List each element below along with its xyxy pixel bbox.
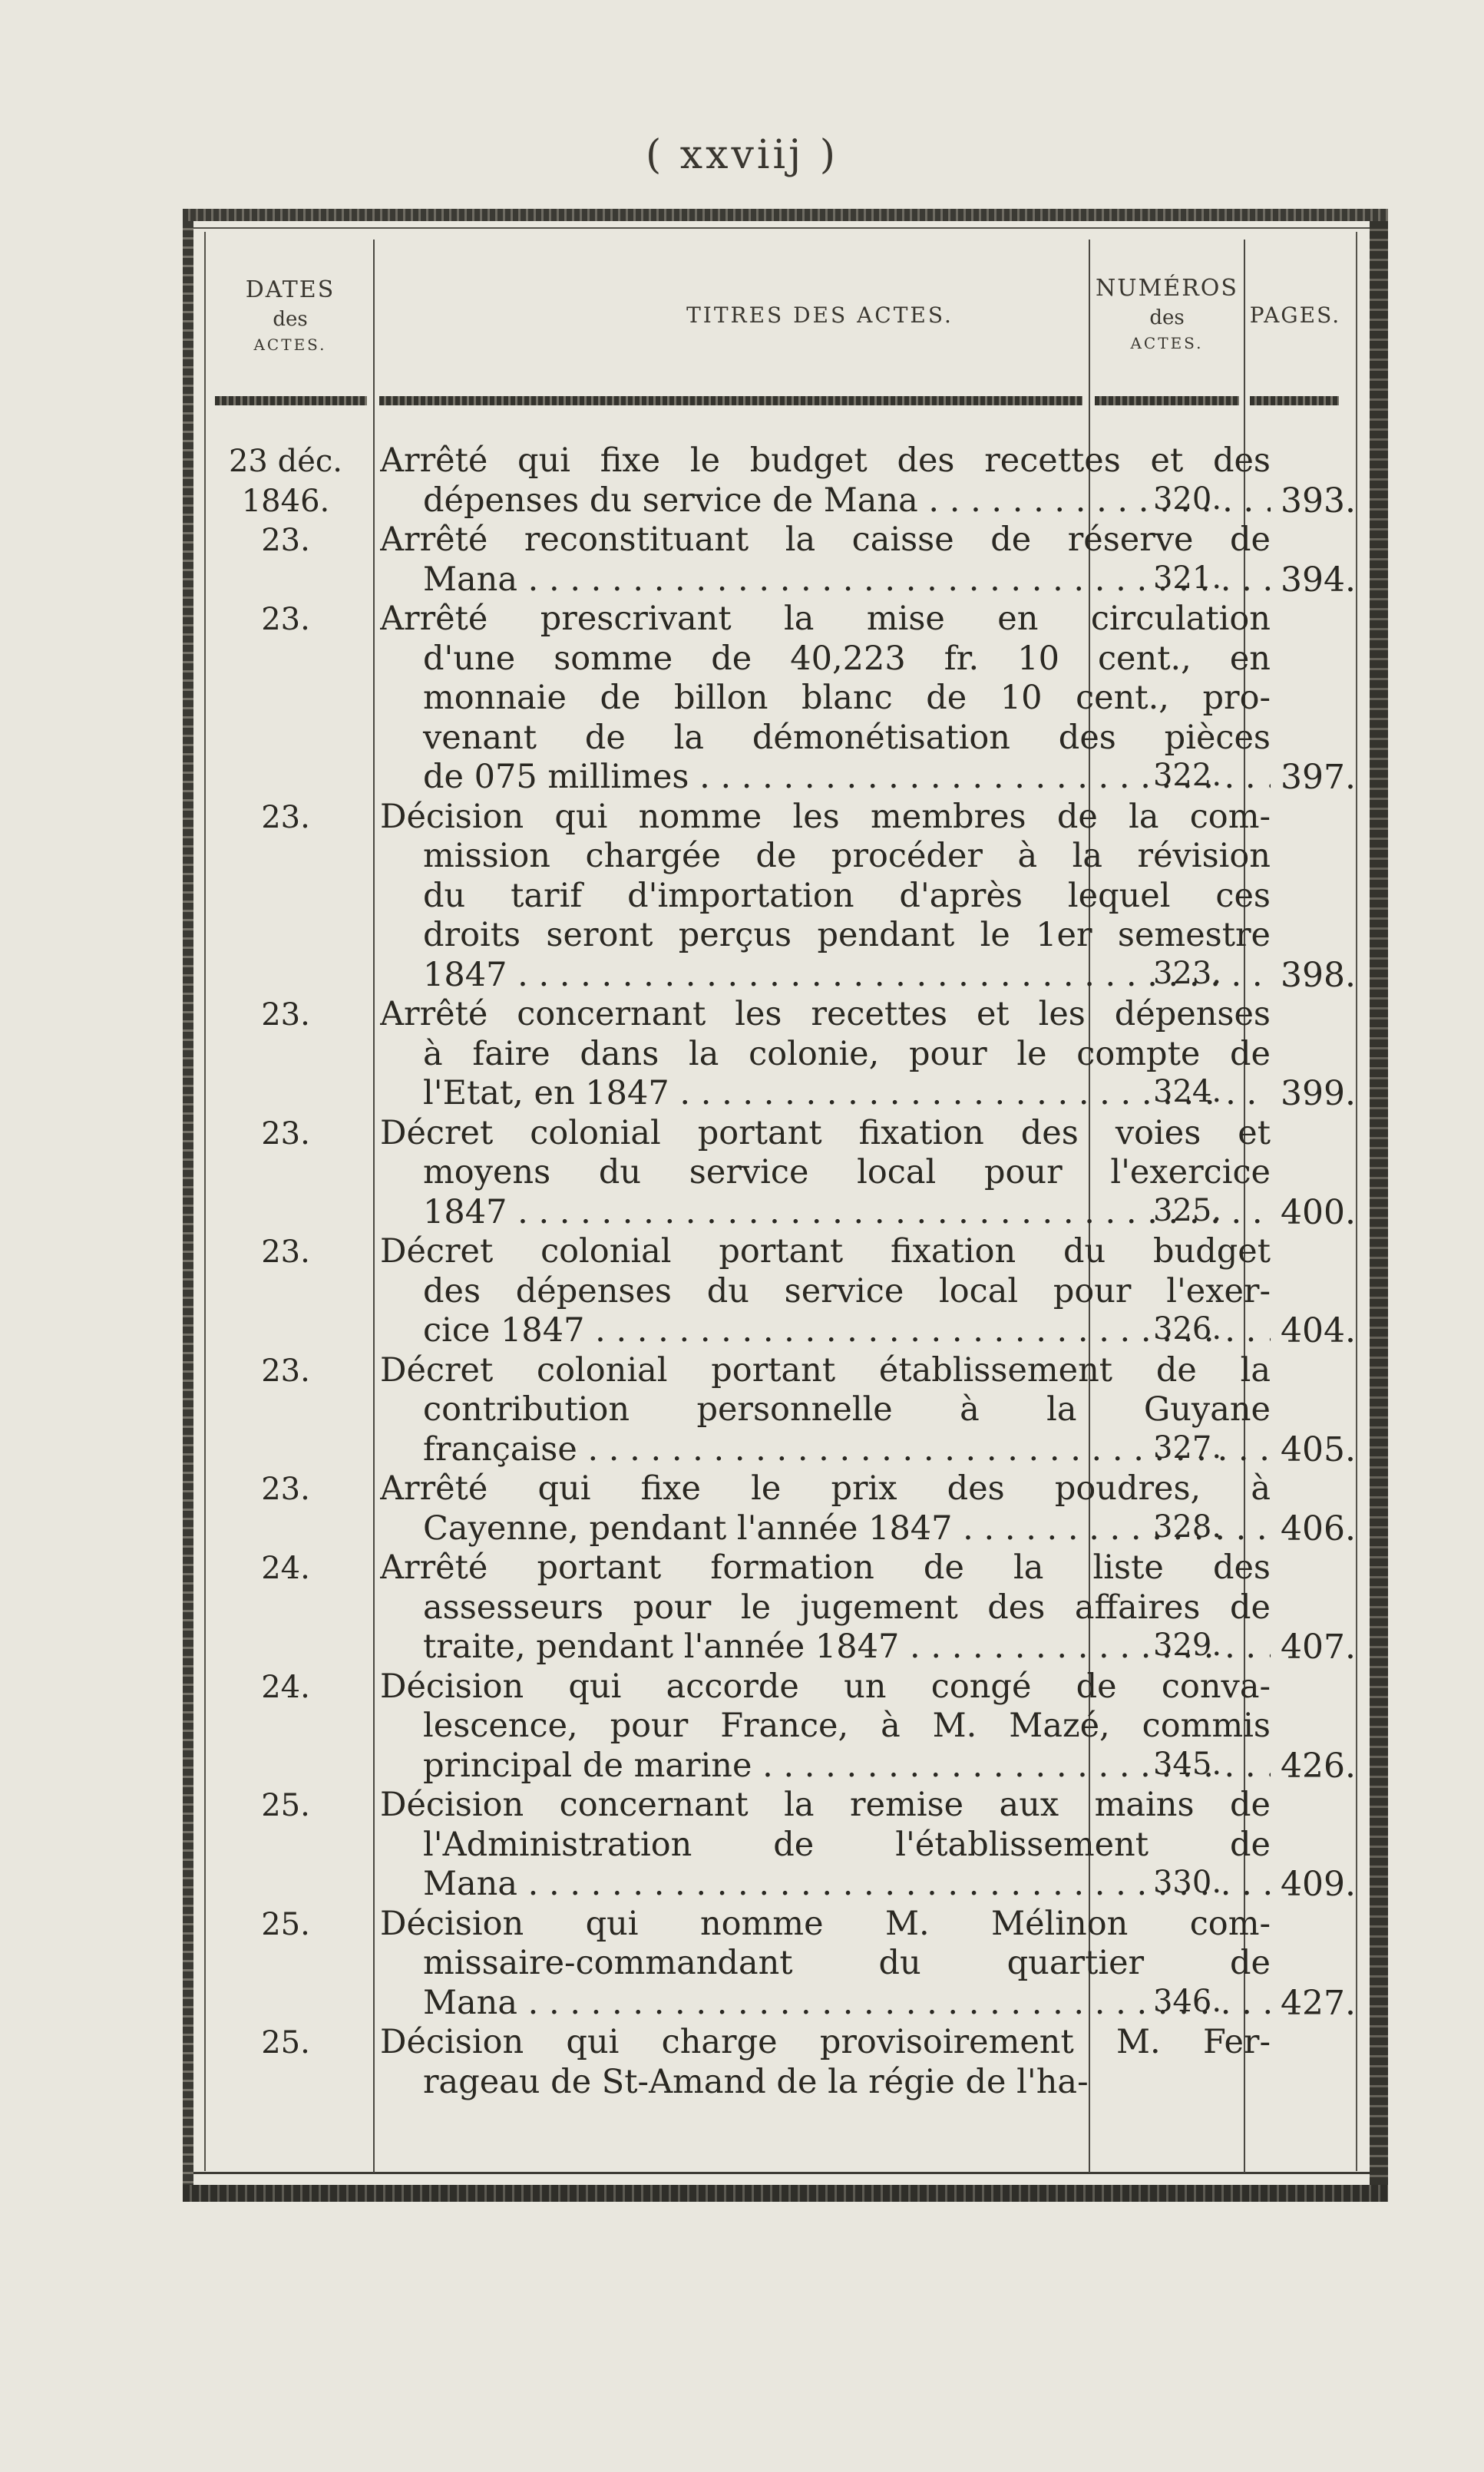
act-title <box>380 2023 1271 2102</box>
act-page: 427. <box>1281 1983 1356 2023</box>
act-date: 25. <box>261 1906 310 1942</box>
inner-bottom-rule <box>193 2172 1370 2174</box>
act-number: 330. <box>1152 1865 1222 1900</box>
act-title-line: Cayenne, pendant l'année 1847 . . . <box>380 1509 1271 1549</box>
act-number: 329. <box>1152 1628 1222 1663</box>
act-title-line: Décret colonial portant établissement de la <box>380 1350 1271 1390</box>
act-title-line: Décision qui charge provisoirement M. Fer- <box>380 2023 1271 2061</box>
act-title-line: Décision qui nomme M. Mélinon com- <box>380 1904 1271 1943</box>
act-date: 23 déc. <box>228 444 342 479</box>
act-number: 326. <box>1152 1311 1222 1347</box>
act-date: 23. <box>261 523 310 558</box>
act-title-line: l'Administration de l'établissement de <box>423 1825 1271 1864</box>
bottom-border <box>183 2185 1388 2202</box>
header-dates: DATES des ACTES. <box>245 276 335 354</box>
act-title-line: Décision concernant la remise aux mains de <box>380 1786 1271 1824</box>
inner-top-rule <box>193 227 1370 229</box>
act-number: 345. <box>1152 1746 1222 1782</box>
act-page: 400. <box>1281 1192 1356 1232</box>
act-title-line: rageau de St-Amand de la régie de l'ha- <box>423 2062 1089 2101</box>
act-page: 394. <box>1281 560 1356 600</box>
inner-left-rule <box>204 232 206 2171</box>
act-year: 1846. <box>241 483 330 519</box>
act-title-line: mission chargée de procéder à la révision <box>423 837 1271 875</box>
page-number: ( xxviij ) <box>645 132 839 178</box>
act-title-line: Décret colonial portant fixation du budget <box>380 1232 1271 1271</box>
act-page: 405. <box>1281 1429 1356 1469</box>
act-title-line: à faire dans la colonie, pour le compte de <box>423 1034 1271 1073</box>
act-date: 23. <box>261 1234 310 1270</box>
act-title-line: dépenses du service de Mana . . . <box>380 481 1271 521</box>
act-title-line: Arrêté reconstituant la caisse de réserve de <box>380 521 1271 559</box>
act-number: 325. <box>1152 1192 1222 1228</box>
act-title-line: 1847 . . . <box>380 956 1271 996</box>
act-title-line: des dépenses du service local pour l'exer- <box>423 1271 1271 1310</box>
act-title-line: Décision qui accorde un congé de conva- <box>380 1667 1271 1706</box>
act-title-line: Arrêté qui fixe le budget des recettes et des <box>380 441 1271 480</box>
act-date: 23. <box>261 1353 310 1389</box>
header-rule-pages <box>1250 396 1339 405</box>
act-title-line: moyens du service local pour l'exercice <box>423 1153 1271 1191</box>
act-number: 321. <box>1152 560 1222 596</box>
act-title-line: Mana . . . <box>380 1865 1271 1905</box>
act-title-line: assesseurs pour le jugement des affaires de <box>423 1588 1271 1627</box>
act-title-line: Arrêté prescrivant la mise en circulation <box>380 600 1271 638</box>
act-page: 406. <box>1281 1509 1356 1548</box>
act-date: 23. <box>261 1472 310 1507</box>
act-page: 398. <box>1281 955 1356 995</box>
act-date: 23. <box>261 1115 310 1152</box>
act-title-line: Mana . . . <box>380 1984 1271 2024</box>
act-page: 404. <box>1281 1311 1356 1350</box>
act-date: 24. <box>261 1551 310 1586</box>
act-page: 407. <box>1281 1628 1356 1667</box>
header-rule-dates <box>215 396 367 405</box>
act-date: 23. <box>261 997 310 1033</box>
act-date: 25. <box>261 1788 310 1823</box>
act-title-line: d'une somme de 40,223 fr. 10 cent., en <box>423 639 1271 678</box>
table-frame <box>183 209 1388 2202</box>
act-title-line: Arrêté portant formation de la liste des <box>380 1548 1271 1587</box>
act-title-line: l'Etat, en 1847 . . . <box>380 1074 1271 1114</box>
act-title-line: droits seront perçus pendant le 1er semestre <box>423 916 1271 954</box>
act-page: 397. <box>1281 758 1356 797</box>
act-page: 393. <box>1281 481 1356 521</box>
act-number: 328. <box>1152 1509 1222 1545</box>
act-date: 23. <box>261 799 310 835</box>
act-title-line: venant de la démonétisation des pièces <box>423 718 1271 757</box>
act-title-line: Décret colonial portant fixation des voies et <box>380 1113 1271 1152</box>
act-title-line: missaire-commandant du quartier de <box>423 1944 1271 1982</box>
act-title-line: monnaie de billon blanc de 10 cent., pro- <box>423 679 1271 717</box>
header-titles: TITRES DES ACTES. <box>686 302 954 328</box>
header-pages: PAGES. <box>1249 302 1341 328</box>
header-rule-numbers <box>1095 396 1239 405</box>
act-date: 24. <box>261 1669 310 1705</box>
top-border <box>183 209 1388 221</box>
act-title-line: Arrêté qui fixe le prix des poudres, à <box>380 1469 1271 1508</box>
left-border <box>183 221 193 2185</box>
act-page: 426. <box>1281 1746 1356 1786</box>
act-date: 23. <box>261 602 310 637</box>
act-title-line: de 075 millimes . . . <box>380 758 1271 798</box>
act-number: 323. <box>1152 955 1222 991</box>
act-title-line: Décision qui nomme les membres de la com- <box>380 797 1271 836</box>
act-number: 320. <box>1152 481 1222 517</box>
act-title-line: 1847 . . . <box>380 1193 1271 1233</box>
act-number: 322. <box>1152 758 1222 793</box>
act-number: 346. <box>1152 1983 1222 2019</box>
act-number: 324. <box>1152 1074 1222 1109</box>
act-page: 409. <box>1281 1865 1356 1904</box>
act-title-line: cice 1847 . . . <box>380 1311 1271 1351</box>
act-date: 25. <box>261 2025 310 2061</box>
column-divider-dates <box>373 240 375 2173</box>
act-title-line: du tarif d'importation d'après lequel ces <box>423 876 1271 915</box>
act-title-line: traite, pendant l'année 1847 . . . <box>380 1628 1271 1667</box>
act-title-line: principal de marine . . . <box>380 1747 1271 1786</box>
act-title-line: Arrêté concernant les recettes et les dépenses <box>380 995 1271 1033</box>
act-page: 399. <box>1281 1074 1356 1113</box>
header-numbers: NUMÉROS des ACTES. <box>1096 275 1238 352</box>
act-title-line: française . . . <box>380 1430 1271 1470</box>
act-title-line: Mana . . . <box>380 560 1271 600</box>
act-title-line: lescence, pour France, à M. Mazé, commis <box>423 1707 1271 1745</box>
act-number: 327. <box>1152 1429 1222 1466</box>
header-rule-titles <box>379 396 1082 405</box>
act-title-line: contribution personnelle à la Guyane <box>423 1390 1271 1429</box>
